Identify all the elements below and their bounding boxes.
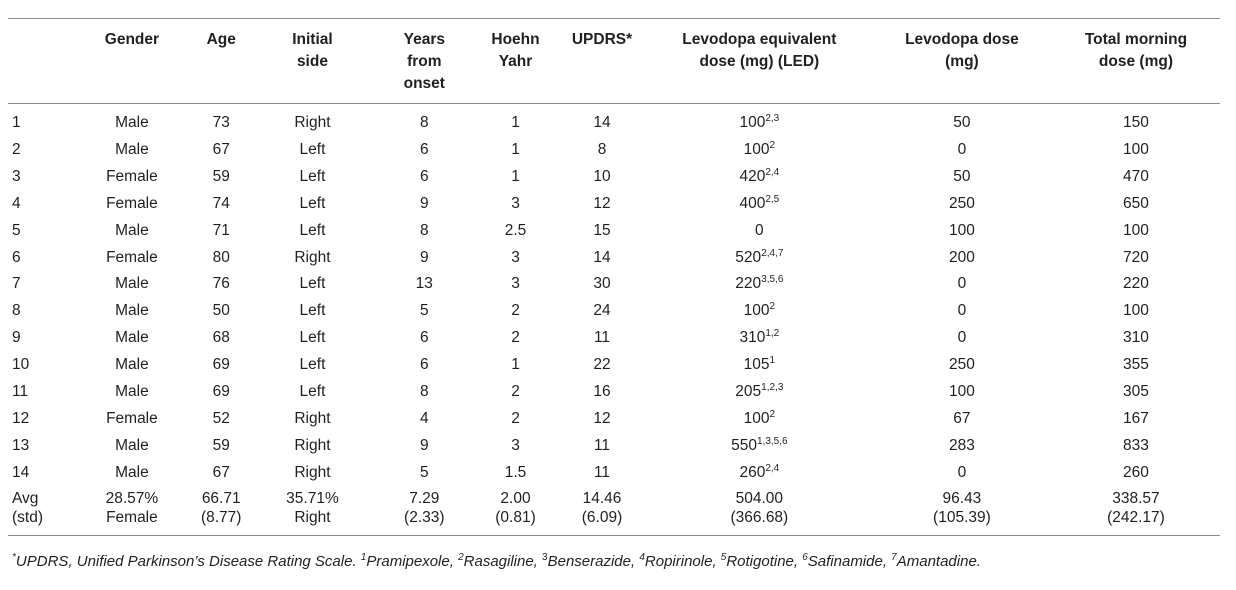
std-value: (0.81): [495, 508, 536, 526]
table-cell-id: 3: [12, 167, 21, 185]
table-cell-updrs: 10: [593, 167, 611, 185]
led-value: 100: [743, 302, 770, 320]
table-cell-led: [647, 460, 872, 487]
table-cell-ldose: 250: [948, 356, 975, 374]
table-cell-age: 69: [212, 383, 230, 401]
table-cell-gender: Male: [115, 221, 149, 239]
table-row: [8, 298, 1220, 325]
led-value: 0: [755, 221, 764, 239]
column-header: UPDRS*: [571, 31, 633, 48]
table-row: [8, 433, 1220, 460]
table-cell-years: 6: [419, 356, 429, 374]
table-header-row: [8, 19, 1220, 104]
table-cell-hy: 3: [511, 436, 520, 454]
table-cell-gender: Female: [106, 248, 158, 266]
avg-cell-hy: [474, 487, 557, 536]
column-header: Levodopa equivalent dose (mg) (LED): [682, 31, 837, 70]
table-cell-updrs: 14: [593, 114, 611, 131]
led-value: 205: [735, 383, 762, 401]
table-cell-years: 8: [419, 383, 429, 401]
table-cell-gender: Male: [115, 383, 149, 401]
table-cell-led: [647, 406, 872, 433]
table-cell-total: 150: [1123, 114, 1149, 131]
table-cell-hy: 3: [511, 275, 520, 293]
table-cell-updrs: 12: [593, 194, 611, 212]
avg-cell-led: [647, 487, 872, 536]
avg-cell-years: [375, 487, 474, 536]
table-cell-years: 6: [419, 167, 429, 185]
table-cell-age: 67: [212, 140, 230, 158]
table-cell-gender: Male: [115, 436, 149, 454]
table-cell-years: 9: [419, 436, 429, 454]
avg-cell-ldose: [872, 487, 1052, 536]
table-cell-total: 650: [1123, 194, 1149, 212]
led-value: 100: [739, 114, 766, 131]
avg-cell-total: [1052, 487, 1220, 536]
avg-value: 96.43: [942, 489, 982, 507]
std-value: (std): [12, 508, 43, 526]
table-cell-id: 1: [12, 114, 21, 131]
table-cell-id: 2: [12, 140, 21, 158]
table-cell-led: [647, 379, 872, 406]
led-footnote-ref: 2,3: [765, 113, 780, 124]
std-value: (242.17): [1107, 508, 1165, 526]
table-cell-updrs: 15: [593, 221, 611, 239]
std-value: (366.68): [730, 508, 789, 526]
table-cell-side: Left: [299, 356, 326, 374]
table-cell-id: 10: [12, 356, 30, 374]
table-cell-updrs: 24: [593, 302, 611, 320]
led-footnote-ref: 3,5,6: [761, 274, 784, 286]
table-cell-ldose: 50: [953, 114, 971, 131]
table-cell-ldose: 0: [957, 329, 967, 347]
table-cell-total: 260: [1123, 463, 1149, 481]
table-cell-total: 100: [1123, 221, 1149, 239]
table-cell-led: [647, 325, 872, 352]
table-cell-updrs: 12: [593, 409, 611, 427]
table-footnote: [12, 553, 1222, 570]
led-footnote-ref: 2,5: [765, 193, 780, 205]
led-footnote-ref: 2: [769, 301, 776, 313]
avg-cell-updrs: [557, 487, 647, 536]
table-cell-total: 220: [1123, 275, 1149, 293]
table-cell-ldose: 100: [948, 221, 975, 239]
table-row: [8, 164, 1220, 191]
led-footnote-ref: 1,2: [765, 328, 780, 340]
led-footnote-ref: 1,2,3: [761, 382, 784, 394]
column-header: Gender: [104, 31, 160, 48]
table-cell-age: 59: [212, 436, 230, 454]
table-cell-hy: 3: [511, 248, 520, 266]
table-cell-gender: Female: [106, 194, 158, 212]
table-cell-id: 12: [12, 409, 30, 427]
table-cell-ldose: 0: [957, 302, 967, 320]
table-cell-age: 59: [212, 167, 230, 185]
table-row: [8, 137, 1220, 164]
table-cell-age: 67: [212, 463, 230, 481]
table-cell-side: Left: [299, 383, 326, 401]
led-footnote-ref: 2,4: [765, 166, 780, 178]
table-cell-side: Right: [294, 409, 331, 427]
std-value: (2.33): [404, 508, 445, 526]
table-cell-led: [647, 218, 872, 245]
table-cell-led: [647, 137, 872, 164]
table-cell-hy: 1: [511, 140, 520, 158]
table-cell-years: 6: [419, 329, 429, 347]
table-cell-side: Right: [294, 463, 331, 481]
table-cell-years: 5: [419, 302, 429, 320]
std-value: (8.77): [200, 508, 242, 526]
table-cell-hy: 2.5: [504, 221, 527, 239]
table-cell-id: 11: [12, 383, 29, 401]
table-cell-id: 7: [12, 275, 21, 293]
avg-value: 14.46: [582, 489, 622, 507]
column-header: [8, 19, 72, 104]
led-value: 520: [735, 248, 762, 266]
avg-value: 338.57: [1112, 489, 1160, 507]
table-cell-hy: 2: [511, 302, 520, 320]
table-cell-side: Left: [299, 275, 326, 293]
table-cell-ldose: 0: [957, 140, 967, 158]
led-footnote-ref: 1: [769, 355, 776, 367]
table-row: [8, 245, 1220, 272]
table-cell-total: 100: [1123, 302, 1149, 320]
column-header: Years from onset: [403, 31, 445, 92]
table-cell-years: 4: [419, 409, 429, 427]
table-cell-total: 470: [1123, 167, 1149, 185]
std-value: (105.39): [933, 508, 991, 526]
table-cell-side: Left: [299, 329, 326, 347]
led-value: 100: [743, 409, 770, 427]
avg-value: 7.29: [409, 489, 440, 507]
avg-cell-id: [8, 487, 72, 536]
std-value: (6.09): [581, 508, 623, 526]
footnote-marker: 6: [802, 552, 808, 563]
column-header: Initial side: [292, 31, 333, 70]
avg-cell-gender: [72, 487, 193, 536]
table-cell-ldose: 50: [953, 167, 971, 185]
footnote-text: UPDRS, Unified Parkinson’s Disease Rating Scale.: [15, 553, 361, 570]
avg-value: 66.71: [201, 489, 241, 507]
table-cell-led: [647, 271, 872, 298]
led-footnote-ref: 2: [769, 408, 776, 420]
table-cell-id: 6: [12, 248, 21, 266]
table-cell-side: Right: [294, 114, 331, 131]
table-cell-age: 73: [212, 114, 230, 131]
footnote-marker: 3: [542, 552, 548, 563]
footnote-text: Rotigotine,: [726, 553, 803, 570]
table-cell-side: Left: [299, 221, 326, 239]
table-cell-side: Left: [299, 302, 326, 320]
table-cell-hy: 1.5: [504, 463, 527, 481]
table-cell-updrs: 16: [593, 383, 611, 401]
table-cell-total: 100: [1123, 140, 1149, 158]
table-cell-hy: 3: [511, 194, 520, 212]
table-cell-ldose: 100: [948, 383, 975, 401]
footnote-text: Ropirinole,: [644, 553, 721, 570]
table-cell-id: 13: [12, 436, 30, 454]
column-header: Levodopa dose (mg): [905, 31, 1019, 70]
table-cell-age: 80: [212, 248, 230, 266]
table-cell-led: [647, 298, 872, 325]
table-cell-ldose: 250: [948, 194, 975, 212]
table-cell-years: 8: [419, 221, 429, 239]
table-row: [8, 460, 1220, 487]
table-cell-years: 6: [419, 140, 429, 158]
avg-value: 504.00: [735, 489, 784, 507]
table-cell-ldose: 0: [957, 275, 967, 293]
table-row: [8, 325, 1220, 352]
table-cell-years: 9: [419, 194, 429, 212]
table-cell-years: 13: [415, 275, 433, 293]
column-header: Age: [206, 31, 236, 48]
led-footnote-ref: 2,4,7: [761, 247, 784, 259]
table-cell-age: 68: [212, 329, 230, 347]
table-cell-ldose: 67: [953, 409, 971, 427]
table-cell-total: 833: [1123, 436, 1149, 454]
table-cell-hy: 1: [511, 114, 520, 131]
table-cell-id: 14: [12, 463, 30, 481]
footnote-marker: 2: [458, 552, 464, 563]
footnote-marker: 1: [360, 552, 367, 563]
table-cell-gender: Male: [115, 275, 149, 293]
table-cell-gender: Female: [106, 167, 158, 185]
table-cell-updrs: 14: [593, 248, 611, 266]
table-cell-total: 305: [1123, 383, 1149, 401]
table-cell-ldose: 0: [957, 463, 967, 481]
table-cell-side: Left: [299, 194, 326, 212]
table-row: [8, 406, 1220, 433]
table-cell-led: [647, 245, 872, 272]
table-cell-age: 74: [212, 194, 230, 212]
table-cell-hy: 2: [511, 409, 520, 427]
table-cell-total: 310: [1123, 329, 1149, 347]
avg-cell-side: [250, 487, 375, 536]
led-value: 420: [739, 167, 766, 185]
table-cell-hy: 2: [511, 329, 520, 347]
avg-cell-age: [192, 487, 250, 536]
table-cell-gender: Female: [106, 409, 158, 427]
table-cell-side: Right: [294, 248, 331, 266]
led-value: 310: [739, 329, 766, 347]
avg-value: 28.57%: [105, 489, 159, 507]
led-value: 260: [739, 463, 766, 481]
table-cell-total: 167: [1123, 409, 1149, 427]
led-value: 105: [743, 356, 770, 374]
table-cell-age: 52: [212, 409, 230, 427]
table-cell-gender: Male: [115, 329, 149, 347]
std-value: Female: [106, 508, 158, 526]
footnote-text: Pramipexole,: [366, 553, 459, 570]
table-cell-side: Left: [299, 140, 326, 158]
footnote-text: Safinamide,: [807, 553, 892, 570]
table-cell-updrs: 8: [597, 140, 607, 158]
table-cell-updrs: 22: [593, 356, 611, 374]
table-cell-hy: 2: [511, 383, 520, 401]
table-cell-updrs: 30: [593, 275, 611, 293]
table-cell-hy: 1: [511, 167, 520, 185]
footnote-text: Amantadine.: [896, 553, 981, 570]
patient-table: [8, 18, 1220, 536]
table-cell-side: Right: [294, 436, 331, 454]
table-cell-total: 355: [1123, 356, 1149, 374]
table-row-average: [8, 487, 1220, 536]
table-cell-gender: Male: [115, 463, 149, 481]
table-cell-ldose: 283: [948, 436, 975, 454]
footnote-marker: 5: [720, 552, 727, 563]
led-footnote-ref: 1,3,5,6: [756, 435, 788, 447]
footnote-text: Rasagiline,: [463, 553, 543, 570]
table-cell-age: 76: [212, 275, 230, 293]
table-cell-ldose: 200: [948, 248, 975, 266]
led-footnote-ref: 2: [769, 139, 776, 151]
table-row: [8, 379, 1220, 406]
std-value: Right: [294, 508, 331, 526]
table-cell-gender: Male: [115, 356, 149, 374]
table-cell-gender: Male: [115, 302, 149, 320]
avg-value: 35.71%: [286, 489, 339, 507]
table-cell-updrs: 11: [593, 436, 611, 454]
column-header: Total morning dose (mg): [1084, 31, 1188, 70]
table-cell-gender: Male: [115, 114, 149, 131]
table-cell-age: 71: [212, 221, 230, 239]
table-cell-years: 5: [419, 463, 429, 481]
avg-value: 2.00: [500, 489, 531, 507]
led-value: 220: [735, 275, 762, 293]
column-header: Hoehn Yahr: [491, 31, 540, 70]
footnote-text: Benserazide,: [547, 553, 640, 570]
table-cell-years: 8: [419, 114, 429, 131]
table-row: [8, 271, 1220, 298]
avg-value: Avg: [12, 489, 39, 507]
table-cell-years: 9: [419, 248, 429, 266]
table-cell-led: [647, 191, 872, 218]
table-cell-led: [647, 352, 872, 379]
footnote-marker: 7: [891, 552, 897, 563]
footnote-marker: 4: [639, 552, 645, 563]
table-cell-led: [647, 433, 872, 460]
led-value: 100: [743, 140, 770, 158]
led-footnote-ref: 2,4: [765, 462, 780, 474]
led-value: 550: [731, 436, 757, 454]
table-cell-id: 5: [12, 221, 21, 239]
table-cell-hy: 1: [511, 356, 520, 374]
table-cell-updrs: 11: [593, 329, 611, 347]
footnote-marker: *: [12, 552, 16, 563]
table-cell-age: 69: [212, 356, 230, 374]
table-body: [8, 104, 1220, 536]
table-cell-age: 50: [212, 302, 230, 320]
table-row: [8, 218, 1220, 245]
table-cell-total: 720: [1123, 248, 1149, 266]
table-cell-led: [647, 104, 872, 137]
table-cell-updrs: 11: [593, 463, 611, 481]
table-row: [8, 191, 1220, 218]
table-cell-id: 8: [12, 302, 21, 320]
table-cell-led: [647, 164, 872, 191]
table-cell-id: 4: [12, 194, 21, 212]
table-cell-gender: Male: [115, 140, 149, 158]
table-cell-id: 9: [12, 329, 21, 347]
table-cell-side: Left: [299, 167, 326, 185]
led-value: 400: [739, 194, 766, 212]
table-row: [8, 104, 1220, 137]
table-row: [8, 352, 1220, 379]
